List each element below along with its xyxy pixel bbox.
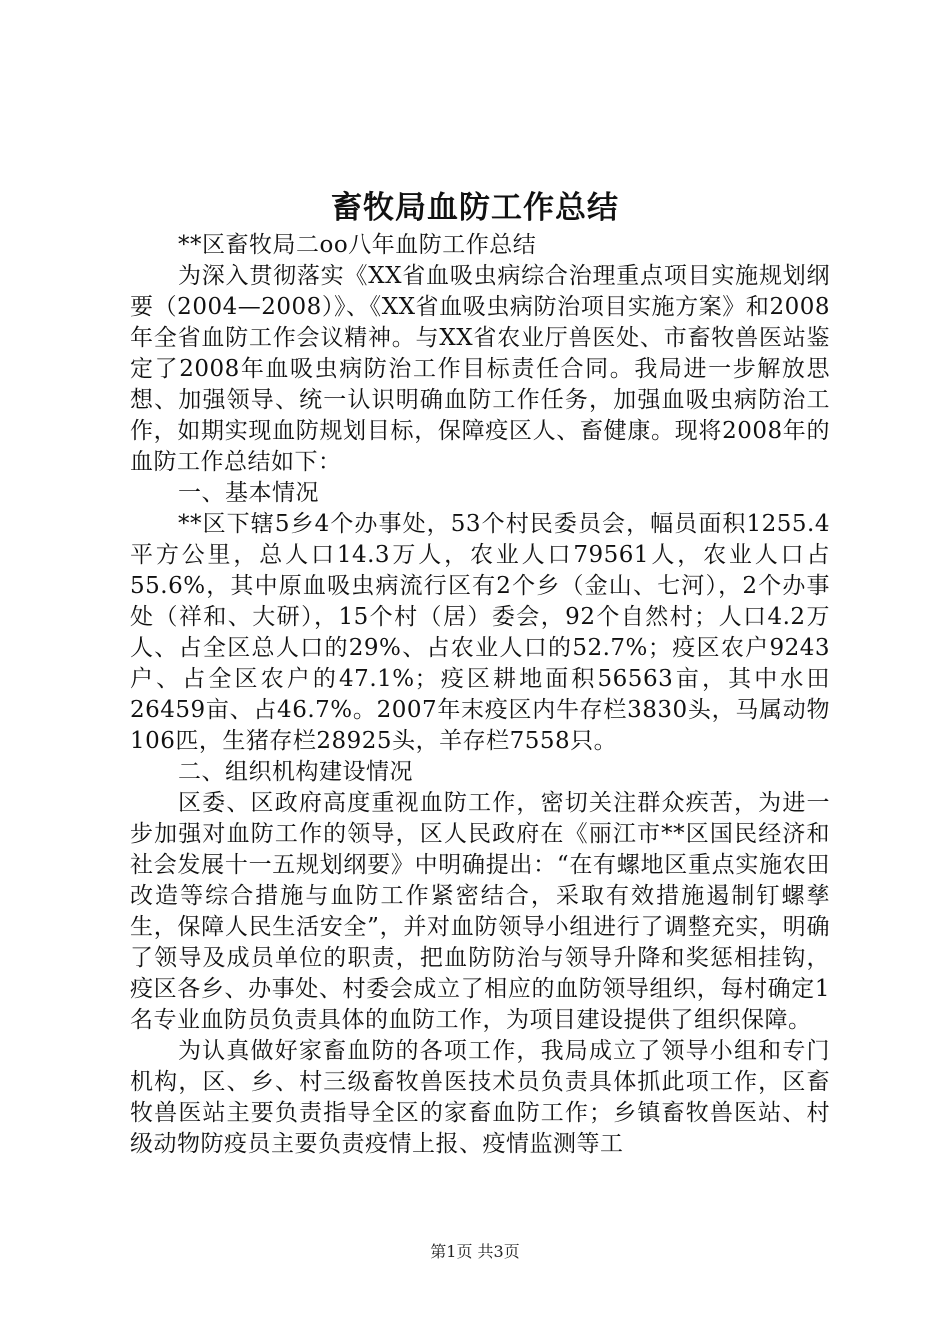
bureau-paragraph: 为认真做好家畜血防的各项工作，我局成立了领导小组和专门机构，区、乡、村三级畜牧兽医技术员负责具体抓此项工作，区畜牧兽医站主要负责指导全区的家畜血防工作；乡镇畜牧兽医站、村级动物防疫员主要负责疫情上报、疫情监测等工: [130, 1038, 830, 1157]
section-heading-basic: 一、基本情况: [178, 480, 319, 506]
intro-paragraph: 为深入贯彻落实《XX省血吸虫病综合治理重点项目实施规划纲要（2004—2008）》、《XX省血吸虫病防治项目实施方案》和2008年全省血防工作会议精神。与XX省农业厅兽医处、市畜牧兽医站鉴定了2008年血吸虫病防治工作目标责任合同。我局进一步解放思想、加强领导、统一认识明确血防工作任务，加强血吸虫病防治工作，如期实现血防规划目标，保障疫区人、畜健康。现将2008年的血防工作总结如下：: [130, 263, 830, 475]
document-title: 畜牧局血防工作总结: [331, 190, 619, 226]
organization-paragraph: 区委、区政府高度重视血防工作，密切关注群众疾苦，为进一步加强对血防工作的领导，区人民政府在《丽江市**区国民经济和社会发展十一五规划纲要》中明确提出：“在有螺地区重点实施农田改造等综合措施与血防工作紧密结合，采取有效措施遏制钉螺孳生，保障人民生活安全”，并对血防领导小组进行了调整充实，明确了领导及成员单位的职责，把血防防治与领导升降和奖惩相挂钩，疫区各乡、办事处、村委会成立了相应的血防领导组织，每村确定1名专业血防员负责具体的血防工作，为项目建设提供了组织保障。: [130, 790, 830, 1033]
basic-info-paragraph: **区下辖5乡4个办事处，53个村民委员会，幅员面积1255.4平方公里，总人口14.3万人，农业人口79561人，农业人口占55.6%，其中原血吸虫病流行区有2个乡（金山、七河），2个办事处（祥和、大研），15个村（居）委会，92个自然村；人口4.2万人、占全区总人口的29%、占农业人口的52.7%；疫区农户9243户、占全区农户的47.1%；疫区耕地面积56563亩，其中水田26459亩、占46.7%。2007年末疫区内牛存栏3830头，马属动物106匹，生猪存栏28925头，羊存栏7558只。: [130, 511, 830, 754]
page-footer: 第1页 共3页: [430, 1242, 520, 1261]
document-body: [130, 230, 830, 1160]
subtitle-paragraph: **区畜牧局二oo八年血防工作总结: [178, 232, 537, 258]
section-heading-organization: 二、组织机构建设情况: [178, 759, 413, 785]
